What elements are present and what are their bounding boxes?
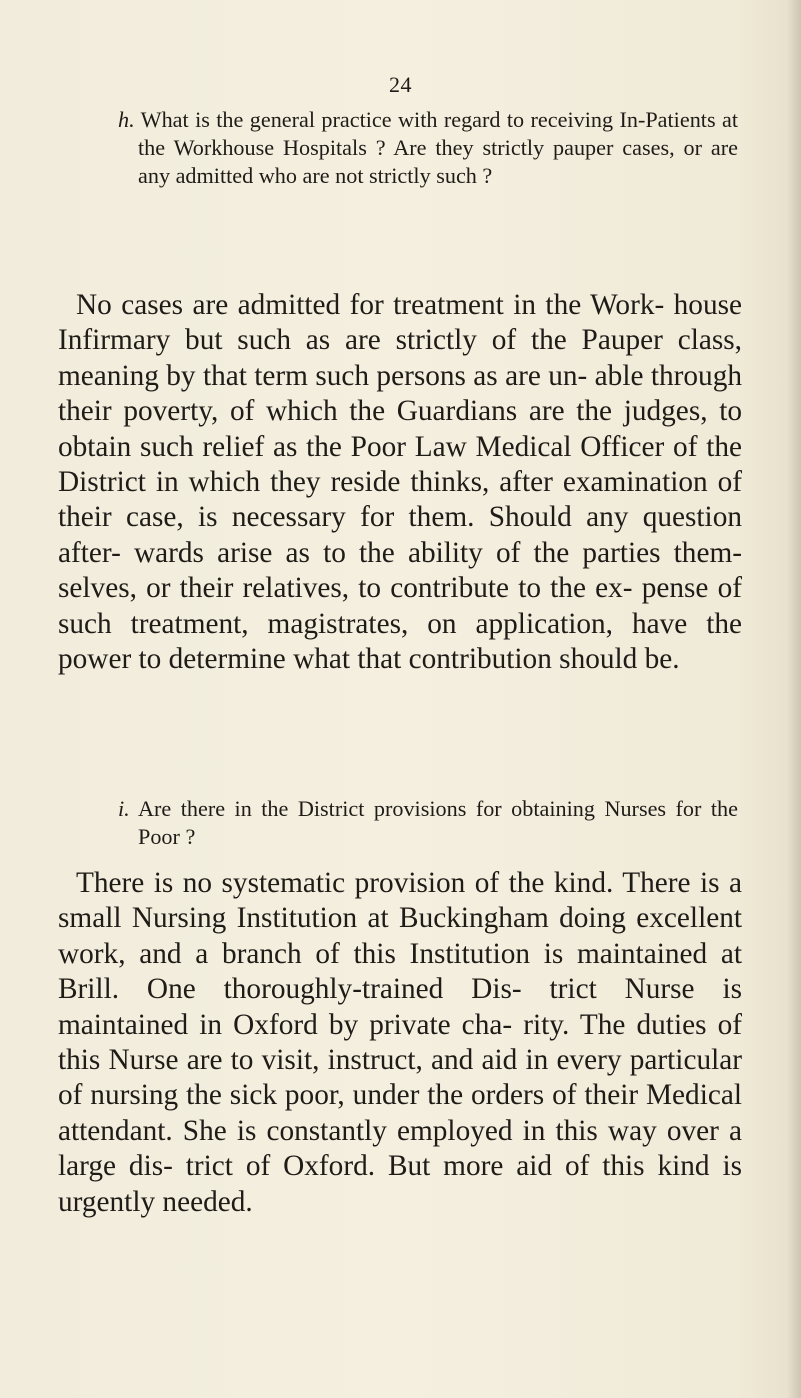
question-h (118, 106, 738, 190)
answer-h: No cases are admitted for treatment in the Work- house Infirmary but such as are strictly of the Pauper class, meaning by that term such persons as are un- able through their poverty, of which the Guardians are the judges, to obtain such relief as the Poor Law Medical Officer of the District in which they reside thinks, after examination of their case, is necessary for them. Should any question after- wards arise as to the ability of the parties them- selves, or their relatives, to contribute to the ex- pense of such treatment, magistrates, on application, have the power to determine what that contribution should be. (58, 289, 742, 676)
question-h-text: What is the general practice with regard to receiving In-Patients at the Workhouse Hospitals ? Are they strictly pauper cases, or are any admitted who are not strictly such ? (138, 107, 738, 188)
answer-i: There is no systematic provision of the kind. There is a small Nursing Institution at Buckingham doing excellent work, and a branch of this Institution is maintained at Brill. One thoroughly-trained Dis- trict Nurse is maintained in Oxford by private cha- rity. The duties of this Nurse are to visit, instruct, and aid in every particular of nursing the sick poor, under the orders of their Medical attendant. She is constantly employed in this way over a large dis- trict of Oxford. But more aid of this kind is urgently needed. (58, 867, 742, 1218)
question-i (118, 795, 738, 851)
page-number: 24 (389, 72, 412, 97)
question-i-letter: i. (118, 796, 130, 821)
page-edge-shadow (787, 0, 801, 1398)
question-h-letter: h. (118, 107, 135, 132)
question-i-text: Are there in the District provisions for obtaining Nurses for the Poor ? (137, 796, 738, 849)
